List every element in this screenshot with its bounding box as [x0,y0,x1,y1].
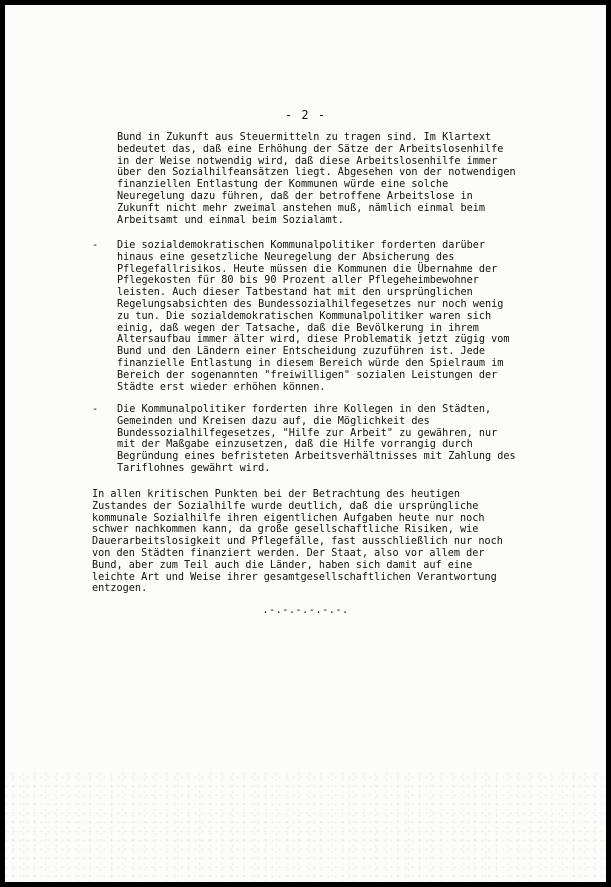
text-line: Arbeitsamt und einmal beim Sozialamt. [117,214,344,226]
text-line: Regelungsabsichten des Bundessozialhilfegesetzes nur noch wenig [117,298,504,310]
text-line: leisten. Auch dieser Tatbestand hat mit den ursprünglichen [117,287,473,299]
bullet-marker: - [92,404,99,415]
text-line: Pflegekosten für 80 bis 90 Prozent aller Pflegeheimbewohner [117,275,479,287]
text-line: mit der Maßgabe einzusetzen, daß die Hilfe vorrangig durch [117,439,473,451]
text-line: bedeutet das, daß eine Erhöhung der Sätze der Arbeitslosenhilfe [117,143,504,155]
text-line: leichte Art und Weise ihrer gesamtgesellschaftlichen Verantwortung [92,571,497,583]
conclusion-paragraph [92,489,503,595]
text-line: in der Weise notwendig wird, daß diese Arbeitslosenhilfe immer [117,155,498,167]
text-line: hinaus eine gesetzliche Neuregelung der Absicherung des [117,251,455,263]
end-separator: .-.-.-.-.-.-. [262,605,349,616]
text-line: finanziellen Entlastung der Kommunen würde eine solche [117,179,449,191]
text-line: Bundessozialhilfegesetzes, "Hilfe zur Arbeit" zu gewähren, nur [117,427,498,439]
intro-paragraph [117,132,516,226]
text-line: Begründung eines befristeten Arbeitsverhältnisses mit Zahlung des [117,451,516,463]
text-line: entzogen. [92,583,148,595]
text-line: schwer nachkommen kann, da große gesellschaftliche Risiken, wie [92,524,479,536]
text-line: finanzielle Entlastung in diesem Bereich würde den Spielraum im [117,357,504,369]
text-line: Zustandes der Sozialhilfe wurde deutlich, daß die ursprüngliche [92,500,479,512]
text-line: Bereich der sogenannten "freiwilligen" sozialen Leistungen der [117,369,498,381]
page-number: - 2 - [284,108,327,122]
text-line: kommunale Sozialhilfe ihren eigentlichen Aufgaben heute nur noch [92,512,485,524]
scan-noise [5,772,606,882]
text-line: Dauerarbeitslosigkeit und Pflegefälle, fast ausschließlich nur noch [92,536,503,548]
text-line: über den Sozialhilfeansätzen liegt. Abgesehen von der notwendigen [117,167,516,179]
text-line: einig, daß wegen der Tatsache, daß die Bevölkerung in ihrem [117,322,479,334]
text-line: In allen kritischen Punkten bei der Betrachtung des heutigen [92,489,461,500]
text-line: Gemeinden und Kreisen dazu auf, die Möglichkeit des [117,415,430,427]
text-line: Pflegefallrisikos. Heute müssen die Kommunen die Übernahme der [117,263,498,275]
text-line: zu tun. Die sozialdemokratischen Kommunalpolitiker waren sich [117,310,492,322]
text-line: Altersaufbau immer älter wird, diese Problematik jetzt zügig vom [117,334,510,346]
bullet-text [117,404,516,475]
text-line: Zukunft nicht mehr zweimal anstehen muß, nämlich einmal beim [117,202,486,214]
text-line: Die sozialdemokratischen Kommunalpolitiker forderten darüber [117,240,486,251]
document-page [5,5,606,882]
text-line: Städte erst wieder erhöhen können. [117,381,326,393]
text-line: Neuregelung dazu führen, daß der betroffene Arbeitslose in [117,190,473,202]
bullet-text [117,240,510,393]
text-line: Bund in Zukunft aus Steuermitteln zu tragen sind. Im Klartext [117,132,492,143]
text-line: Bund und den Ländern einer Entscheidung zuzuführen ist. Jede [117,346,486,358]
text-line: Tariflohnes gewährt wird. [117,462,271,474]
bullet-marker: - [92,240,99,251]
text-line: Die Kommunalpolitiker forderten ihre Kollegen in den Städten, [117,404,492,415]
text-line: Bund, aber zum Teil auch die Länder, haben sich damit auf eine [92,559,473,571]
text-line: von den Städten finanziert werden. Der Staat, also vor allem der [92,547,485,559]
